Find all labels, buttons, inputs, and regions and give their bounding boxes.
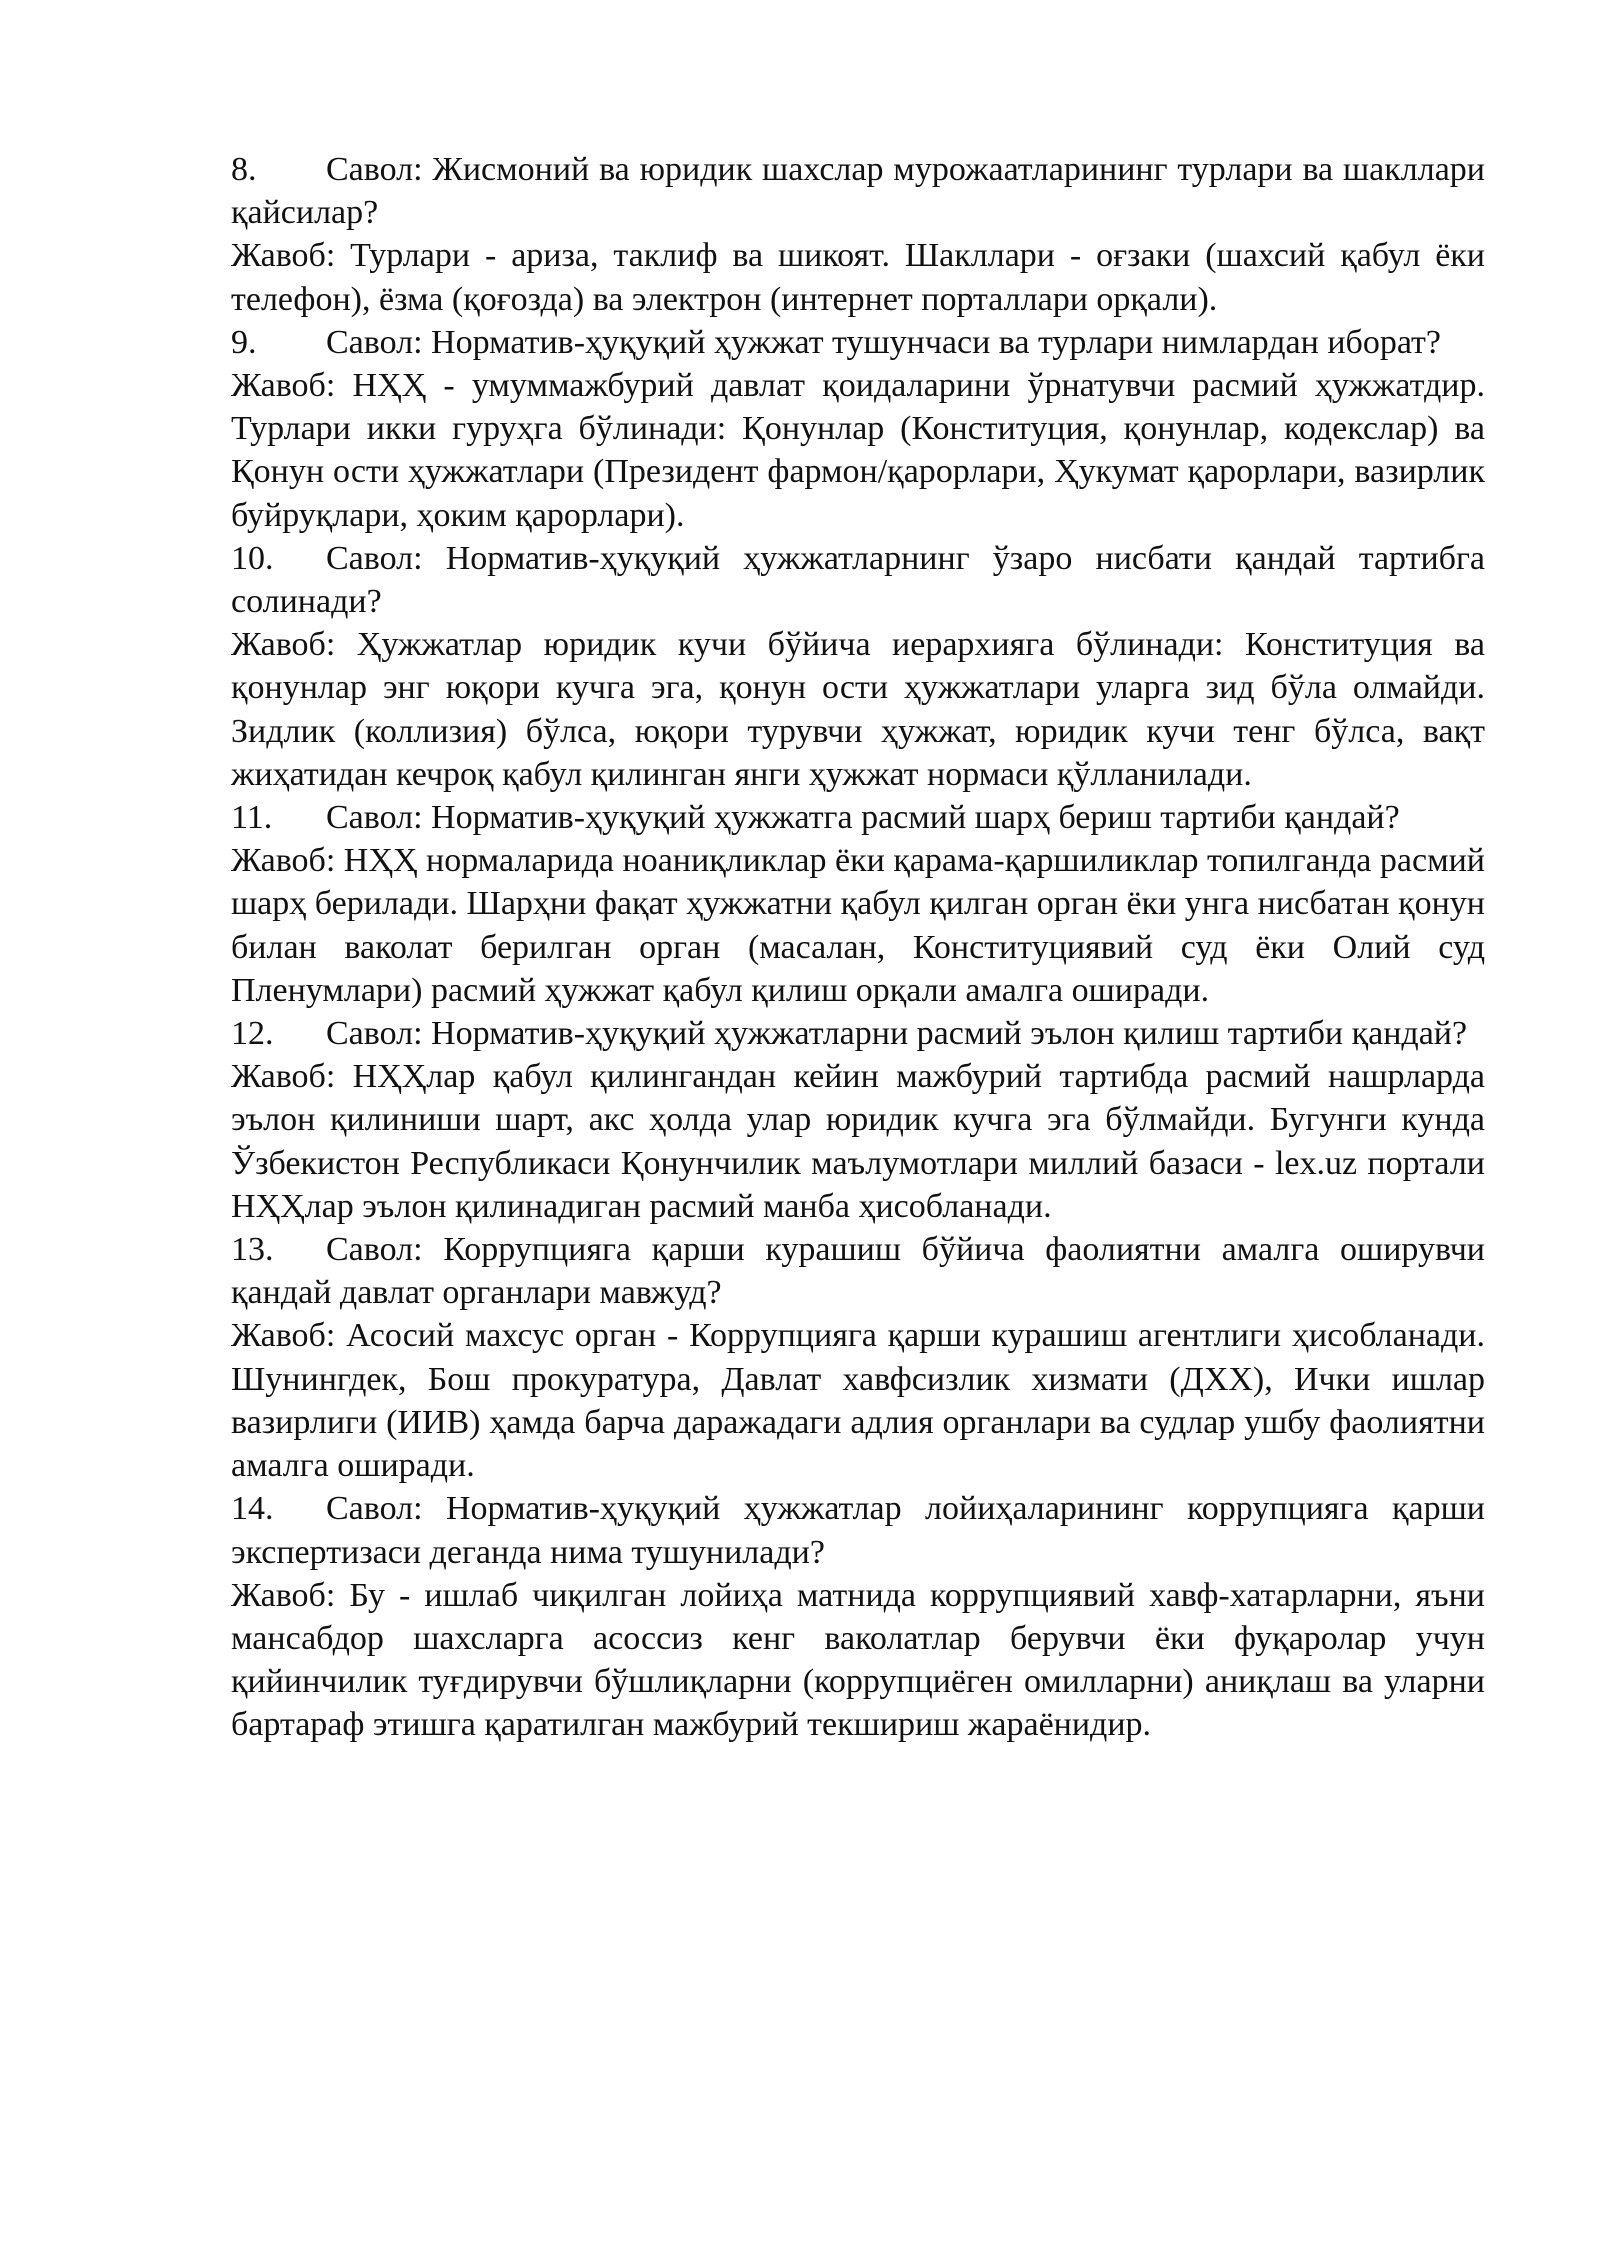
question-number: 9. bbox=[231, 323, 257, 361]
answer: Жавоб: Турлари - ариза, таклиф ва шикоят. Шакллари - оғзаки (шахсий қабул ёки телефон), ёзма (қоғозда) ва электрон (интернет порталлари орқали). bbox=[231, 237, 1485, 318]
question-text: Савол: Норматив-ҳуқуқий ҳужжатлар лойиҳаларининг коррупцияга қарши экспертизаси деганда нима тушунилади? bbox=[231, 1490, 1485, 1571]
qa-item-9 bbox=[231, 321, 1485, 537]
question bbox=[231, 1228, 1485, 1314]
answer: Жавоб: НҲҲ нормаларида ноаниқликлар ёки қарама-қаршиликлар топилганда расмий шарҳ берилади. Шарҳни фақат ҳужжатни қабул қилган орган ёки унга нисбатан қонун билан ваколат берилган орган (масалан, Конституциявий суд ёки Олий суд Пленумлари) расмий ҳужжат қабул қилиш орқали амалга оширади. bbox=[231, 842, 1485, 1009]
answer: Жавоб: Ҳужжатлар юридик кучи бўйича иерархияга бўлинади: Конституция ва қонунлар энг юқори кучга эга, қонун ости ҳужжатлари уларга зид бўла олмайди. Зидлик (коллизия) бўлса, юқори турувчи ҳужжат, юридик кучи тенг бўлса, вақт жиҳатидан кечроқ қабул қилинган янги ҳужжат нормаси қўлланилади. bbox=[231, 626, 1485, 793]
question-number: 12. bbox=[231, 1015, 274, 1053]
question-number: 11. bbox=[231, 799, 273, 837]
question bbox=[231, 1487, 1485, 1573]
qa-list bbox=[231, 148, 1485, 1747]
question-text: Савол: Норматив-ҳуқуқий ҳужжатларнинг ўзаро нисбати қандай тартибга солинади? bbox=[231, 539, 1485, 621]
question bbox=[231, 148, 1485, 234]
qa-item-12 bbox=[231, 1012, 1485, 1228]
qa-item-13 bbox=[231, 1228, 1485, 1487]
question-text: Савол: Норматив-ҳуқуқий ҳужжатларни расмий эълон қилиш тартиби қандай? bbox=[326, 1015, 1468, 1053]
question bbox=[231, 796, 1485, 839]
question-text: Савол: Жисмоний ва юридик шахслар мурожаатларининг турлари ва шакллари қайсилар? bbox=[231, 151, 1485, 232]
answer: Жавоб: НҲҲлар қабул қилингандан кейин мажбурий тартибда расмий нашрларда эълон қилиниши шарт, акс ҳолда улар юридик кучга эга бўлмайди. Бугунги кунда Ўзбекистон Республикаси Қонунчилик маълумотлари миллий базаси - lex.uz портали НҲҲлар эълон қилинадиган расмий манба ҳисобланади. bbox=[231, 1058, 1485, 1225]
qa-item-14 bbox=[231, 1487, 1485, 1746]
answer: Жавоб: НҲҲ - умуммажбурий давлат қоидаларини ўрнатувчи расмий ҳужжатдир. Турлари икки гуруҳга бўлинади: Қонунлар (Конституция, қонунлар, кодекслар) ва Қонун ости ҳужжатлари (Президент фармон/қарорлари, Ҳукумат қарорлари, вазирлик буйруқлари, ҳоким қарорлари). bbox=[231, 367, 1485, 534]
answer: Жавоб: Бу - ишлаб чиқилган лойиҳа матнида коррупциявий хавф-хатарларни, яъни мансабдор шахсларга асоссиз кенг ваколатлар берувчи ёки фуқаролар учун қийинчилик туғдирувчи бўшлиқларни (коррупциёген омилларни) аниқлаш ва уларни бартараф этишга қаратилган мажбурий текшириш жараёнидир. bbox=[231, 1576, 1485, 1744]
question-number: 14. bbox=[231, 1490, 274, 1528]
question-number: 13. bbox=[231, 1231, 274, 1269]
question bbox=[231, 321, 1485, 364]
qa-item-10 bbox=[231, 537, 1485, 796]
question bbox=[231, 537, 1485, 623]
question-number: 8. bbox=[231, 151, 257, 188]
answer: Жавоб: Асосий махсус орган - Коррупцияга қарши курашиш агентлиги ҳисобланади. Шунингдек, Бош прокуратура, Давлат хавфсизлик хизмати (ДХХ), Ички ишлар вазирлиги (ИИВ) ҳамда барча даражадаги адлия органлари ва судлар ушбу фаолиятни амалга оширади. bbox=[231, 1317, 1485, 1485]
question-text: Савол: Норматив-ҳуқуқий ҳужжатга расмий шарҳ бериш тартиби қандай? bbox=[326, 799, 1400, 837]
qa-item-8 bbox=[231, 148, 1485, 321]
qa-item-11 bbox=[231, 796, 1485, 1012]
question-text: Савол: Норматив-ҳуқуқий ҳужжат тушунчаси ва турлари нимлардан иборат? bbox=[326, 323, 1441, 361]
question bbox=[231, 1012, 1485, 1055]
question-number: 10. bbox=[231, 539, 274, 577]
question-text: Савол: Коррупцияга қарши курашиш бўйича фаолиятни амалга оширувчи қандай давлат органлари мавжуд? bbox=[231, 1231, 1485, 1312]
